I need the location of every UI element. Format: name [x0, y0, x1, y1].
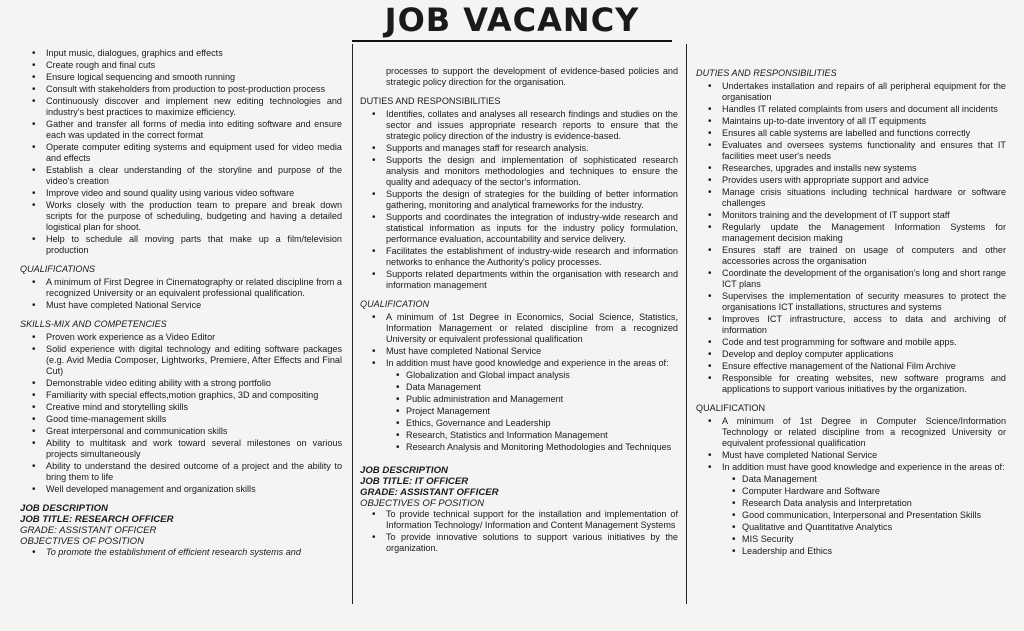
- job-title: JOB TITLE: RESEARCH OFFICER: [20, 514, 174, 525]
- list-item: • To provide technical support for the installation and implementation of Information Technology/ Information and Content Management Systems: [360, 509, 678, 531]
- list-item: • Code and test programming for software and mobile apps.: [696, 337, 1006, 348]
- column-1: [20, 48, 342, 559]
- list-item: • Must have completed National Service: [20, 300, 342, 311]
- job-description-heading: JOB DESCRIPTION: [360, 465, 448, 476]
- skills-heading: SKILLS-MIX AND COMPETENCIES: [20, 319, 167, 329]
- sub-list-item: • Computer Hardware and Software: [696, 486, 1006, 497]
- list-item: • Consult with stakeholders from production to post-production process: [20, 84, 342, 95]
- list-item: • Great interpersonal and communication skills: [20, 426, 342, 437]
- list-item: • Creative mind and storytelling skills: [20, 402, 342, 413]
- column-divider-left: [352, 44, 353, 604]
- sub-list-item: • Research, Statistics and Information Management: [360, 430, 678, 441]
- list-item: • To promote the establishment of efficient research systems and: [20, 547, 342, 558]
- list-item: • Handles IT related complaints from users and document all incidents: [696, 104, 1006, 115]
- list-item: • Ability to understand the desired outcome of a project and the ability to bring them to life: [20, 461, 342, 483]
- qualifications-list: [20, 277, 342, 311]
- list-item: • To provide innovative solutions to support various initiatives by the organization.: [360, 532, 678, 554]
- list-item: • Identifies, collates and analyses all research findings and studies on the sector and issues appropriate research reports to ensure that the strategic policy direction of the industry is evidence-based.: [360, 109, 678, 142]
- sub-list-item: • Qualitative and Quantitative Analytics: [696, 522, 1006, 533]
- list-item: • Improve video and sound quality using various video software: [20, 188, 342, 199]
- list-item: • Create rough and final cuts: [20, 60, 342, 71]
- list-item: • Ensure logical sequencing and smooth running: [20, 72, 342, 83]
- sub-list-item: • Public administration and Management: [360, 394, 678, 405]
- duties-heading: DUTIES AND RESPONSIBILITIES: [696, 68, 837, 78]
- list-item: • Gather and transfer all forms of media into editing software and ensure each was updated in the correct format: [20, 119, 342, 141]
- title-underline: [352, 40, 672, 42]
- job-grade: GRADE: ASSISTANT OFFICER: [360, 487, 499, 498]
- list-item: • Good time-management skills: [20, 414, 342, 425]
- qualification-heading: QUALIFICATION: [360, 299, 430, 309]
- list-item: • Regularly update the Management Information Systems for management decision making: [696, 222, 1006, 244]
- sub-list-item: • MIS Security: [696, 534, 1006, 545]
- sub-list-item: • Good communication, Interpersonal and Presentation Skills: [696, 510, 1006, 521]
- sub-list-item: • Globalization and Global impact analysis: [360, 370, 678, 381]
- list-item: • Supports and manages staff for research analysis.: [360, 143, 678, 154]
- list-item: • Proven work experience as a Video Editor: [20, 332, 342, 343]
- duties-list: [360, 109, 678, 291]
- objectives-list: [20, 547, 342, 558]
- objectives-heading: OBJECTIVES OF POSITION: [20, 536, 145, 547]
- column-3: [696, 68, 1006, 558]
- list-item: • Help to schedule all moving parts that make up a film/television production: [20, 234, 342, 256]
- page-title: JOB VACANCY: [384, 1, 640, 39]
- list-item: • A minimum of 1st Degree in Computer Science/Information Technology or related discipline from a recognized University or equivalent professional qualification: [696, 416, 1006, 449]
- list-item: • Well developed management and organization skills: [20, 484, 342, 495]
- job-description-heading: JOB DESCRIPTION: [20, 503, 108, 514]
- list-item: • A minimum of First Degree in Cinematography or related discipline from a recognized University or an equivalent professional qualification.: [20, 277, 342, 299]
- sub-list-item: • Data Management: [360, 382, 678, 393]
- editor-duties-list: [20, 48, 342, 256]
- list-item: • Establish a clear understanding of the storyline and purpose of the video's creation: [20, 165, 342, 187]
- list-item: • Ability to multitask and work toward several milestones on various projects simultaneously: [20, 438, 342, 460]
- duties-heading: DUTIES AND RESPONSIBILITIES: [360, 96, 501, 106]
- list-item: • Coordinate the development of the organisation's long and short range ICT plans: [696, 268, 1006, 290]
- list-item: • Ensures all cable systems are labelled and functions correctly: [696, 128, 1006, 139]
- qualification-list: [360, 312, 678, 453]
- objectives-heading: OBJECTIVES OF POSITION: [360, 498, 485, 509]
- sub-list-item: • Ethics, Governance and Leadership: [360, 418, 678, 429]
- continuation-text: processes to support the development of evidence-based policies and strategic policy direction for the organisation.: [386, 66, 678, 87]
- skills-list: [20, 332, 342, 495]
- duties-list: [696, 81, 1006, 395]
- list-item: • Supports related departments within the organisation with research and information management: [360, 269, 678, 291]
- list-item: • A minimum of 1st Degree in Economics, Social Science, Statistics, Information Management or related discipline from a recognized University or equivalent professional qualification: [360, 312, 678, 345]
- column-divider-right: [686, 44, 687, 604]
- list-item: • Supports and coordinates the integration of industry-wide research and statistical information as inputs for the industry policy formulation, performance evaluation, accountability and service delivery.: [360, 212, 678, 245]
- list-item: • Provides users with appropriate support and advice: [696, 175, 1006, 186]
- sub-list-item: • Leadership and Ethics: [696, 546, 1006, 557]
- list-item: • Works closely with the production team to prepare and break down scripts for the purpose of scheduling, budgeting and having a detailed logistical plan for shoot.: [20, 200, 342, 233]
- job-title: JOB TITLE: IT OFFICER: [360, 476, 469, 487]
- qualifications-heading: QUALIFICATIONS: [20, 264, 96, 274]
- list-item: • Monitors training and the development of IT support staff: [696, 210, 1006, 221]
- list-item: • Improves ICT infrastructure, access to data and archiving of information: [696, 314, 1006, 336]
- list-item: • Must have completed National Service: [360, 346, 678, 357]
- list-item: • Researches, upgrades and installs new systems: [696, 163, 1006, 174]
- list-item: • Continuously discover and implement new editing technologies and industry's best practices to maximize efficiency.: [20, 96, 342, 118]
- qualification-heading: QUALIFICATION: [696, 403, 766, 413]
- list-item: • Operate computer editing systems and equipment used for video media and effects: [20, 142, 342, 164]
- list-item: • Facilitates the establishment of industry-wide research and information networks to enhance the Authority's policy processes.: [360, 246, 678, 268]
- list-item: • Develop and deploy computer applications: [696, 349, 1006, 360]
- list-item: • Input music, dialogues, graphics and effects: [20, 48, 342, 59]
- sub-list-item: • Project Management: [360, 406, 678, 417]
- list-item: • Ensures staff are trained on usage of computers and other accessories across the organisation: [696, 245, 1006, 267]
- list-item: • Maintains up-to-date inventory of all IT equipments: [696, 116, 1006, 127]
- list-item: • Supervises the implementation of security measures to protect the organisations ICT installations, structures and systems: [696, 291, 1006, 313]
- list-item: • Manage crisis situations including technical hardware or software challenges: [696, 187, 1006, 209]
- sub-list-item: • Data Management: [696, 474, 1006, 485]
- list-item: • In addition must have good knowledge and experience in the areas of:: [696, 462, 1006, 473]
- list-item: • Supports the design of strategies for the building of better information gathering, monitoring and analytical frameworks for the industry.: [360, 189, 678, 211]
- list-item: • Evaluates and oversees systems functionality and ensures that IT facilities meet user's needs: [696, 140, 1006, 162]
- list-item: • Responsible for creating websites, new software programs and applications to support various initiatives by the organization.: [696, 373, 1006, 395]
- sub-list-item: • Research Data analysis and Interpretation: [696, 498, 1006, 509]
- column-2: [360, 66, 678, 555]
- list-item: • Undertakes installation and repairs of all peripheral equipment for the organisation: [696, 81, 1006, 103]
- list-item: • Solid experience with digital technology and editing software packages (e.g. Avid Media Composer, Lightworks, Premiere, After Effects and Final Cut): [20, 344, 342, 377]
- sub-list-item: • Research Analysis and Monitoring Methodologies and Techniques: [360, 442, 678, 453]
- list-item: • Supports the design and implementation of sophisticated research analysis and monitors methodologies and techniques to ensure the quality and adequacy of the sector's information.: [360, 155, 678, 188]
- objectives-list: [360, 509, 678, 554]
- list-item: • Must have completed National Service: [696, 450, 1006, 461]
- list-item: • Demonstrable video editing ability with a strong portfolio: [20, 378, 342, 389]
- list-item: • In addition must have good knowledge and experience in the areas of:: [360, 358, 678, 369]
- list-item: • Familiarity with special effects,motion graphics, 3D and compositing: [20, 390, 342, 401]
- job-grade: GRADE: ASSISTANT OFFICER: [20, 525, 157, 536]
- list-item: • Ensure effective management of the National Film Archive: [696, 361, 1006, 372]
- qualification-list: [696, 416, 1006, 557]
